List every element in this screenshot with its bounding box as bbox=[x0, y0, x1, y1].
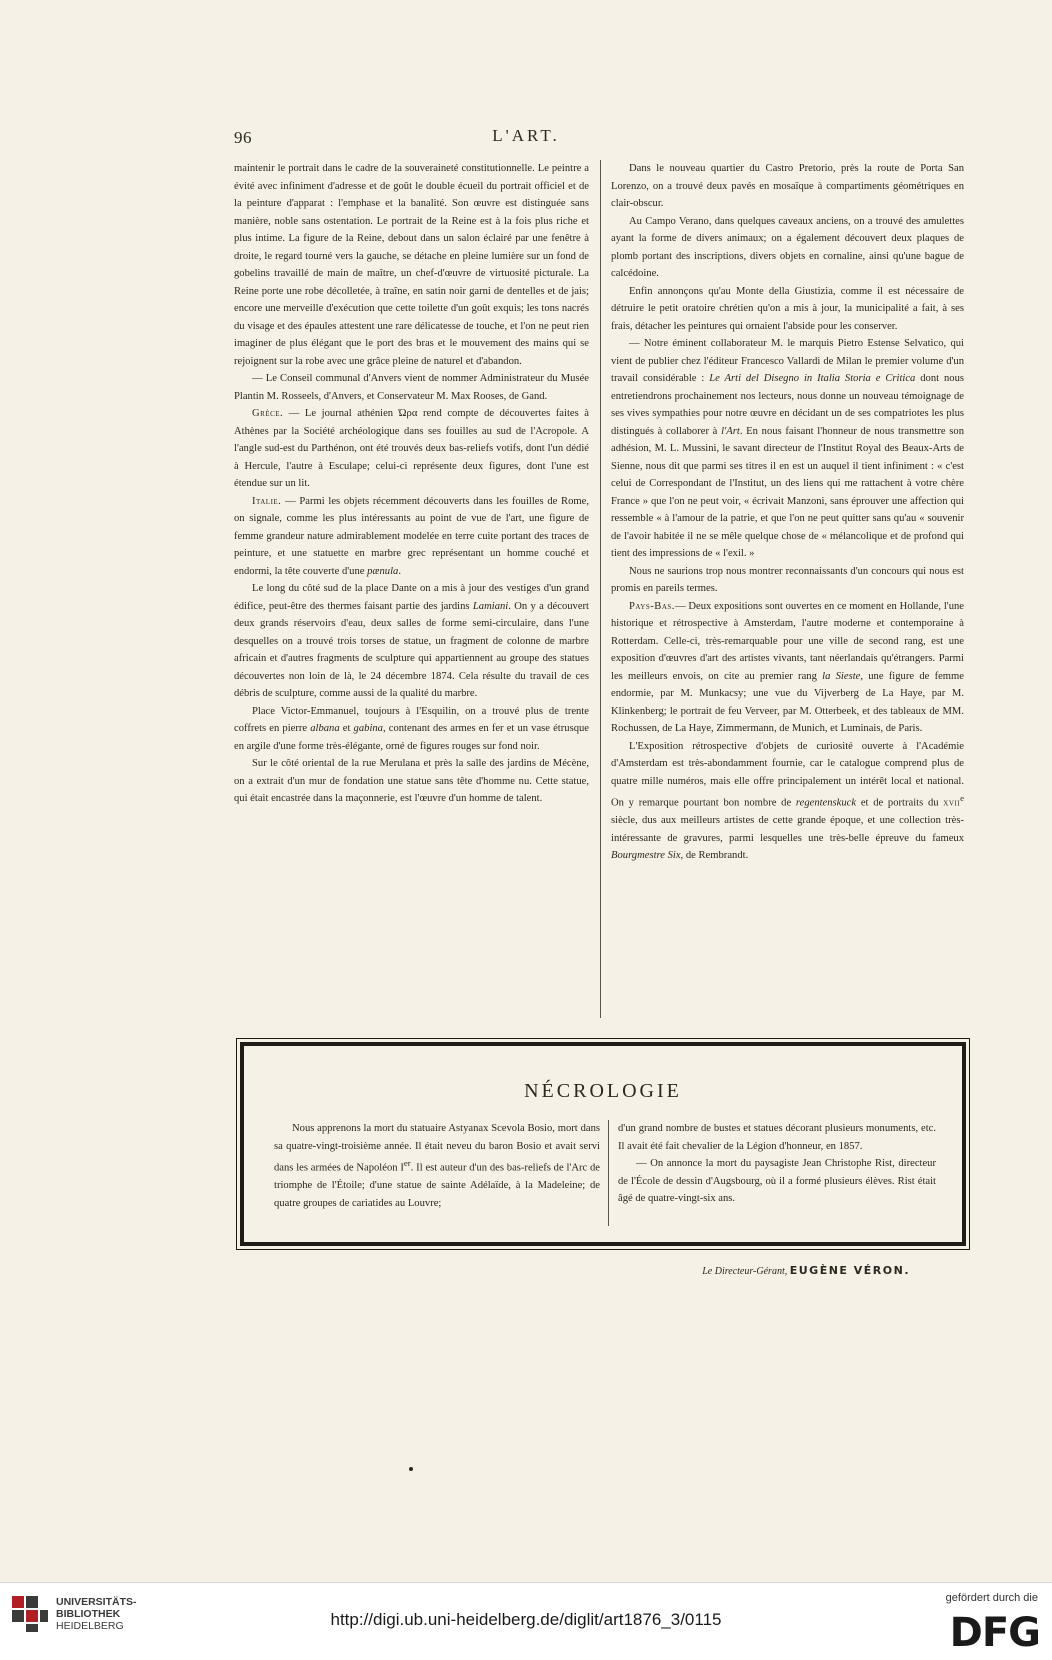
paragraph-bosio bbox=[274, 1120, 600, 1212]
library-line-1: UNIVERSITÄTS- bbox=[56, 1596, 137, 1608]
text-selvatico-a: — Notre éminent collaborateur M. le marquis Pietro Estense Selvatico, qui vient de publier chez l'éditeur Francesco Vallardi de Milan le premier volume d'un travail considérable : bbox=[611, 338, 964, 384]
library-line-3: HEIDELBERG bbox=[56, 1620, 124, 1632]
text-pays-bas-b: , une figure de femme endormie, par M. Munkacsy; une vue du Vijverberg de La Haye, par M. Klinkenberg; le portrait de feu Verveer, par M. Otterbeek, et des tableaux de MM. Rochussen, de La Haye, Zimmermann, de Munich, et Luminais, de Paris. bbox=[611, 670, 964, 734]
signature-role: Le Directeur-Gérant, bbox=[702, 1266, 788, 1277]
text-expo-a: L'Exposition rétrospective d'objets de curiosité ouverte à l'Académie d'Amsterdam est très-abondamment fournie, car le catalogue comprend plus de quatre mille numéros, mais elle offre principalement un intérêt local et national. On y remarque pourtant bon nombre de bbox=[611, 740, 964, 809]
paragraph-exposition-retrospective bbox=[611, 738, 964, 865]
text-bosio-a: Nous apprenons la mort du statuaire Astyanax Scevola Bosio, mort dans sa quatre-vingt-troisième année. Il était neveu du baron Bosio et avait servi dans les armées de Napoléon I bbox=[274, 1123, 600, 1174]
text-expo-c: siècle, dus aux meilleurs artistes de cette grande époque, et une collection très-intéressante de gravures, parmi lesquelles une très-belle épreuve du fameux bbox=[611, 815, 964, 844]
left-column bbox=[234, 160, 589, 808]
text-dante-a: Le long du côté sud de la place Dante on a mis à jour des vestiges d'un grand édifice, peut-être des thermes faisant partie des jardins bbox=[234, 583, 589, 612]
running-title: L'ART. bbox=[492, 126, 560, 145]
italic-albana: albana bbox=[310, 723, 340, 734]
necrologie-left-column bbox=[274, 1120, 600, 1212]
paragraph-bosio-continued: d'un grand nombre de bustes et statues décorant plusieurs monuments, etc. Il avait été fait chevalier de la Légion d'honneur, en 1857. bbox=[618, 1123, 936, 1152]
italic-lart: l'Art bbox=[721, 425, 740, 437]
century-superscript: e bbox=[960, 793, 964, 803]
signature bbox=[640, 1264, 910, 1277]
text-expo-d: , de Rembrandt. bbox=[680, 850, 749, 862]
paragraph-campo-verano: Au Campo Verano, dans quelques caveaux anciens, on a trouvé des amulettes ayant la forme de divers animaux; on a également découvert deux plaques de plomb portant des inscriptions, divers objets en cornaline, ainsi qu'une bague de calcédoine. bbox=[611, 215, 964, 279]
text-grece: — Le journal athénien Ώρα rend compte de découvertes faites à Athènes par la Société archéologique dans ses fouilles au sud de l'Acropole. A l'angle sud-est du Parthénon, ont été trouvés deux bas-reliefs votifs, dont l'un dédié à Hercule, l'autre à Esculape; celui-ci représente deux figures, dont l'une est étendue sur un lit. bbox=[234, 408, 589, 489]
paragraph-castro-pretorio: Dans le nouveau quartier du Castro Pretorio, près la route de Porta San Lorenzo, on a trouvé deux pavés en mosaïque à compartiments géométriques en clair-obscur. bbox=[611, 163, 964, 209]
century-numeral: xvii bbox=[943, 797, 961, 809]
text-selvatico-b: dont nous entretiendrons prochainement nos lecteurs, nous donne un nouveau témoignage de ses vives sympathies pour notre œuvre en décidant un de ses compatriotes les plus distingués à collaborer à bbox=[611, 373, 964, 437]
period: . bbox=[398, 565, 401, 577]
printer-dot bbox=[409, 1467, 413, 1471]
column-divider bbox=[600, 160, 601, 1018]
signature-name: EUGÈNE VÉRON. bbox=[789, 1264, 910, 1277]
right-column bbox=[611, 160, 964, 865]
italic-paenula: pænula bbox=[367, 565, 399, 577]
footer-bar bbox=[0, 1582, 1052, 1660]
italic-lamiani: Lamiani bbox=[472, 600, 509, 612]
italic-bourgmestre-six: Bourgmestre Six bbox=[611, 850, 681, 862]
italic-la-sieste: la Sieste bbox=[822, 670, 861, 682]
paragraph-italie bbox=[234, 493, 589, 581]
text-italie: — Parmi les objets récemment découverts dans les fouilles de Rome, on signale, comme les plus intéressants au point de vue de l'art, une figure de femme grandeur nature admirablement modelée en terre cuite portant des traces de peinture, et une statuette en marbre grec représentant un homme couché et endormi, la tête couverte d'une bbox=[234, 495, 589, 577]
paragraph-victor-emmanuel bbox=[234, 703, 589, 756]
italic-regentenskuck: regentenskuck bbox=[795, 797, 857, 809]
necrologie-divider bbox=[608, 1120, 609, 1226]
text-ve-a: Place Victor-Emmanuel, toujours à l'Esquilin, on a trouvé plus de trente coffrets en pierre bbox=[234, 705, 589, 734]
text-ve-b: , contenant des armes en fer et un vase étrusque en argile d'une forme très-élégante, orné de figures rouges sur fond noir. bbox=[234, 723, 589, 752]
paragraph-selvatico bbox=[611, 335, 964, 563]
library-line-2: BIBLIOTHEK bbox=[56, 1608, 121, 1620]
page-number: 96 bbox=[234, 128, 252, 147]
italic-gabina: gabina bbox=[353, 723, 383, 734]
paragraph-portrait-reine: maintenir le portrait dans le cadre de la souveraineté constitutionnelle. Le peintre a évité avec infiniment d'adresse et de goût le double écueil du portrait officiel et de la peinture d'apparat : l'emphase et la banalité. Son œuvre est distinguée sans manière, noble sans ostentation. Le portrait de la Reine est à la fois plus riche et plus intime. La figure de la Reine, debout dans un salon éclairé par une fenêtre à droite, le regard tourné vers la gauche, se détache en pleine lumière sur un fond de gobelins travaillé de main de maître, un chef-d'œuvre de virtuosité picturale. La Reine porte une robe décolletée, à traîne, en satin noir garni de dentelles et de jais; encore une merveille d'exécution que cette toilette d'un goût exquis; les tons nacrés du visage et des épaules attestent une rare délicatesse de touche, et l'on ne peut rien imaginer de plus élégant que le port des bras et le mouvement des mains qui se rejoignent sur la robe avec une grâce pleine de naturel et d'abandon. bbox=[234, 163, 589, 367]
text-selvatico-c: . En nous faisant l'honneur de nous transmettre son adhésion, M. L. Mussini, le savant directeur de l'Institut Royal des Beaux-Arts de Sienne, nous dit que parmi ses titres il en est un auquel il tient infiniment : « c'est celui de Correspondant de l'Institut, un des liens qui me rattachent à votre chère France » que l'on ne peut voir, « écrivait Manzoni, sans éprouver une affection qui ressemble « à l'amour de la patrie, et que l'on ne peut quitter sans qu'au « souvenir de l'avoir habitée il ne se mêle quelque chose de « mélancolique et de profond qui tient des impressions de « l'exil. » bbox=[611, 425, 964, 559]
necrologie-title: NÉCROLOGIE bbox=[524, 1080, 682, 1102]
text-dante-b: . On y a découvert deux grands réservoirs d'eau, deux salles de forme semi-circulaire, dans l'une desquelles on a trouvé trois torses de statue, un fragment de colonne de marbre africain et d'autres fragments de sculpture qui appartiennent au groupe des statues découvertes non loin de là, le 24 décembre 1874. Cela résulte du travail de ces débris de sculpture, comme aussi de la qualité du marbre. bbox=[234, 600, 590, 699]
italic-le-arti: Le Arti del Disegno in Italia Storia e Critica bbox=[709, 373, 916, 384]
permalink-url[interactable]: http://digi.ub.uni-heidelberg.de/diglit/art1876_3/0115 bbox=[330, 1610, 722, 1629]
paragraph-rist: — On annonce la mort du paysagiste Jean Christophe Rist, directeur de l'École de dessin d'Augsbourg, où il a formé plusieurs élèves. Rist était âgé de quatre-vingt-six ans. bbox=[618, 1158, 936, 1204]
section-label-grece: Grèce. bbox=[252, 408, 284, 419]
text-bosio-b: . Il est auteur d'un des bas-reliefs de l'Arc de triomphe de l'Étoile; d'une statue de sainte Adélaïde, à la Madeleine; de quatre groupes de cariatides au Louvre; bbox=[274, 1162, 601, 1209]
text-expo-b: et de portraits du bbox=[856, 797, 944, 809]
paragraph-pays-bas bbox=[611, 598, 964, 738]
paragraph-reconnaissants: Nous ne saurions trop nous montrer reconnaissants d'un concours qui nous est promis en pareils termes. bbox=[611, 565, 964, 594]
dfg-logo: DFG bbox=[949, 1610, 1040, 1656]
paragraph-anvers: — Le Conseil communal d'Anvers vient de nommer Administrateur du Musée Plantin M. Rosseels, d'Anvers, et Conservateur M. Max Rooses, de Gand. bbox=[234, 373, 589, 402]
footer-divider bbox=[0, 1582, 1052, 1583]
funded-by-label: gefördert durch die bbox=[945, 1592, 1038, 1604]
section-label-italie: Italie. bbox=[252, 495, 282, 507]
superscript-er: er bbox=[403, 1158, 411, 1168]
text-pays-bas-a: — Deux expositions sont ouvertes en ce moment en Hollande, l'une historique et rétrospective à Amsterdam, l'autre moderne et contemporaine à Rotterdam. Celle-ci, très-remarquable pour une ville de second rang, est une exposition d'œuvres d'art des artistes vivants, tant néerlandais qu'étrangers. Parmi les meilleurs envois, on cite au premier rang bbox=[611, 600, 964, 682]
section-label-pays-bas: Pays-Bas. bbox=[629, 600, 675, 612]
necrologie-box bbox=[240, 1042, 966, 1246]
paragraph-place-dante bbox=[234, 580, 589, 703]
necrologie-right-column bbox=[618, 1120, 936, 1208]
word-et: et bbox=[339, 723, 354, 734]
paragraph-grece bbox=[234, 405, 589, 493]
paragraph-monte-giustizia: Enfin annonçons qu'au Monte della Giustizia, comme il est nécessaire de détruire le petit oratoire chrétien qu'on a mis à jour, la municipalité a fait, à ses frais, détacher les peintures qui ornaient l'abside pour les conserver. bbox=[611, 285, 964, 332]
paragraph-merulana: Sur le côté oriental de la rue Merulana et près la salle des jardins de Mécène, on a extrait d'un mur de fondation une statue sans tête d'homme nu. Cette statue, qui était encastrée dans la maçonnerie, est l'œuvre d'un homme de talent. bbox=[234, 758, 589, 804]
